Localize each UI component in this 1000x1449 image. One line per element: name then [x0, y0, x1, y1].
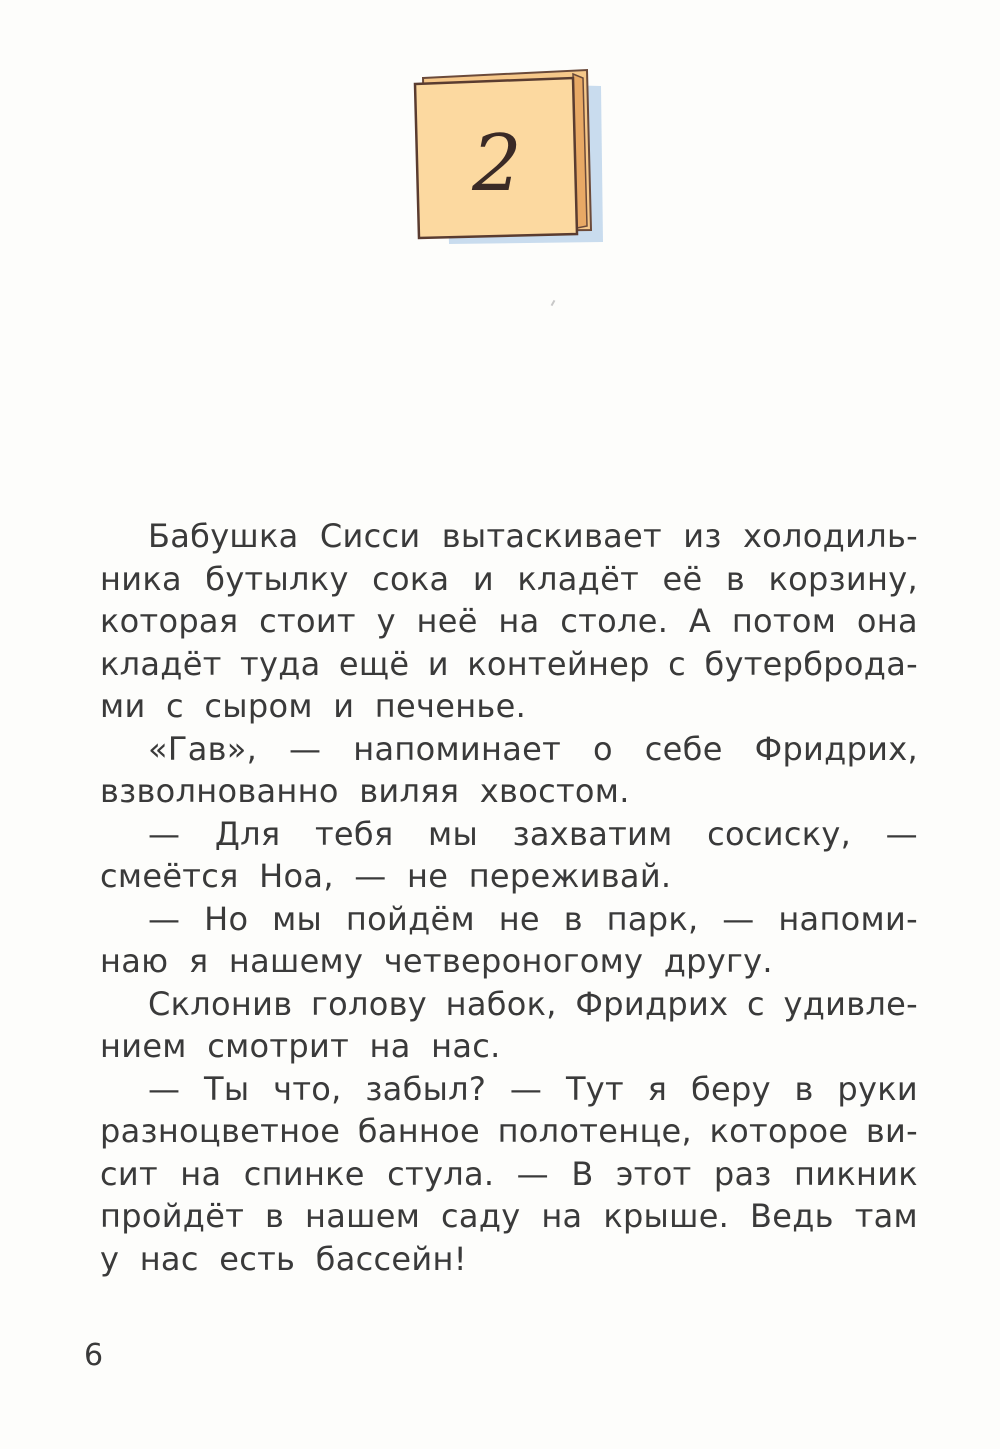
- word: пикник: [794, 1154, 918, 1193]
- word: столе.: [560, 602, 669, 640]
- word: себе: [644, 729, 723, 768]
- text-line: [100, 558, 918, 601]
- word: разноцветное: [100, 1112, 341, 1150]
- word: нашем: [305, 1197, 421, 1235]
- word: —: [885, 814, 918, 853]
- line-text: смеётся Ноа, — не переживай.: [100, 857, 672, 895]
- word: полотенце,: [497, 1112, 692, 1150]
- word: беру: [690, 1069, 771, 1108]
- word: там: [854, 1197, 918, 1235]
- text-line: [100, 1153, 918, 1196]
- word: пройдёт: [100, 1197, 245, 1235]
- word: в: [265, 1197, 285, 1235]
- word: на: [541, 1197, 583, 1235]
- word: сит: [100, 1154, 158, 1193]
- word: вытаскивает: [441, 517, 662, 555]
- word: крыше.: [603, 1197, 730, 1235]
- text-line: [100, 770, 918, 813]
- word: Но: [204, 899, 249, 938]
- word: Склонив: [148, 984, 293, 1023]
- word: захватим: [512, 814, 673, 853]
- word: мы: [428, 814, 479, 853]
- word: Ведь: [750, 1197, 834, 1235]
- word: на: [498, 602, 540, 640]
- word: набок,: [445, 984, 557, 1023]
- word: холодиль-: [742, 517, 918, 555]
- word: её: [662, 559, 703, 598]
- word: Сисси: [319, 517, 421, 555]
- word: у: [376, 602, 396, 640]
- word: она: [856, 602, 918, 640]
- word: бутылку: [205, 559, 349, 598]
- word: и: [472, 559, 494, 598]
- word: —: [148, 814, 181, 853]
- text-line: [100, 813, 918, 856]
- word: корзину,: [768, 559, 918, 598]
- word: Тут: [565, 1069, 624, 1108]
- word: саду: [441, 1197, 521, 1235]
- stray-mark: [551, 300, 556, 306]
- word: А: [688, 602, 712, 640]
- text-line: [100, 1110, 918, 1153]
- word: —: [148, 899, 181, 938]
- page-number: 6: [84, 1338, 104, 1373]
- word: этот: [615, 1154, 692, 1193]
- word: что,: [273, 1069, 342, 1108]
- word: сока: [372, 559, 450, 598]
- word: которая: [100, 602, 239, 640]
- text-line: [100, 685, 918, 728]
- word: напоминает: [353, 729, 562, 768]
- word: сосиску,: [707, 814, 852, 853]
- word: —: [509, 1069, 543, 1108]
- word: на: [180, 1154, 222, 1193]
- word: спинке: [243, 1154, 365, 1193]
- word: пойдём: [345, 899, 475, 938]
- line-text: нием смотрит на нас.: [100, 1027, 501, 1065]
- word: Фридрих,: [754, 729, 918, 768]
- word: банное: [357, 1112, 481, 1150]
- text-line: [100, 1238, 918, 1281]
- text-line: [100, 940, 918, 983]
- word: мы: [272, 899, 323, 938]
- text-line: [100, 643, 918, 686]
- word: В: [571, 1154, 594, 1193]
- word: туда: [240, 644, 321, 683]
- word: тебя: [314, 814, 394, 853]
- text-line: [100, 515, 918, 558]
- text-line: [100, 983, 918, 1026]
- word: с: [746, 984, 765, 1023]
- word: —: [148, 1069, 181, 1108]
- word: с: [668, 644, 687, 683]
- text-line: [100, 855, 918, 898]
- word: удивле-: [783, 984, 918, 1023]
- text-line: [100, 1195, 918, 1238]
- text-line: [100, 1025, 918, 1068]
- word: о: [592, 729, 613, 768]
- word: я: [647, 1069, 668, 1108]
- word: Ты: [204, 1069, 250, 1108]
- word: —: [516, 1154, 549, 1193]
- text-line: [100, 1068, 918, 1111]
- word: в: [725, 559, 746, 598]
- word: бутерброда-: [704, 644, 918, 683]
- line-text: у нас есть бассейн!: [100, 1239, 467, 1278]
- line-text: взволнованно виляя хвостом.: [100, 772, 630, 810]
- word: не: [498, 899, 540, 938]
- word: кладёт: [517, 559, 640, 598]
- word: парк,: [606, 899, 699, 938]
- chapter-body-text: [100, 515, 918, 1280]
- chapter-number: 2: [472, 119, 522, 209]
- word: забыл?: [365, 1069, 487, 1108]
- word: голову: [311, 984, 428, 1023]
- word: раз: [713, 1154, 772, 1193]
- word: стула.: [387, 1154, 495, 1193]
- word: в: [563, 899, 583, 938]
- word: —: [722, 899, 755, 938]
- word: Для: [214, 814, 281, 853]
- line-text: наю я нашему четвероногому другу.: [100, 942, 773, 980]
- word: Фридрих: [575, 984, 729, 1023]
- text-line: [100, 600, 918, 643]
- word: ви-: [865, 1112, 918, 1150]
- word: стоит: [259, 602, 356, 640]
- word: контейнер: [467, 644, 650, 683]
- word: кладёт: [100, 644, 222, 683]
- word: Бабушка: [148, 517, 299, 555]
- word: ника: [100, 559, 182, 598]
- word: «Гав»,: [148, 729, 258, 768]
- word: и: [427, 644, 449, 683]
- word: которое: [709, 1112, 849, 1150]
- word: ещё: [338, 644, 410, 683]
- word: из: [683, 517, 722, 555]
- chapter-number-card: [405, 64, 610, 254]
- word: руки: [837, 1069, 918, 1108]
- text-line: [100, 898, 918, 941]
- text-line: [100, 728, 918, 771]
- word: в: [794, 1069, 814, 1108]
- chapter-card-icon: [405, 64, 610, 254]
- word: —: [289, 729, 322, 768]
- word: потом: [731, 602, 837, 640]
- word: напоми-: [778, 899, 918, 938]
- word: неё: [416, 602, 478, 640]
- line-text: ми с сыром и печенье.: [100, 687, 527, 725]
